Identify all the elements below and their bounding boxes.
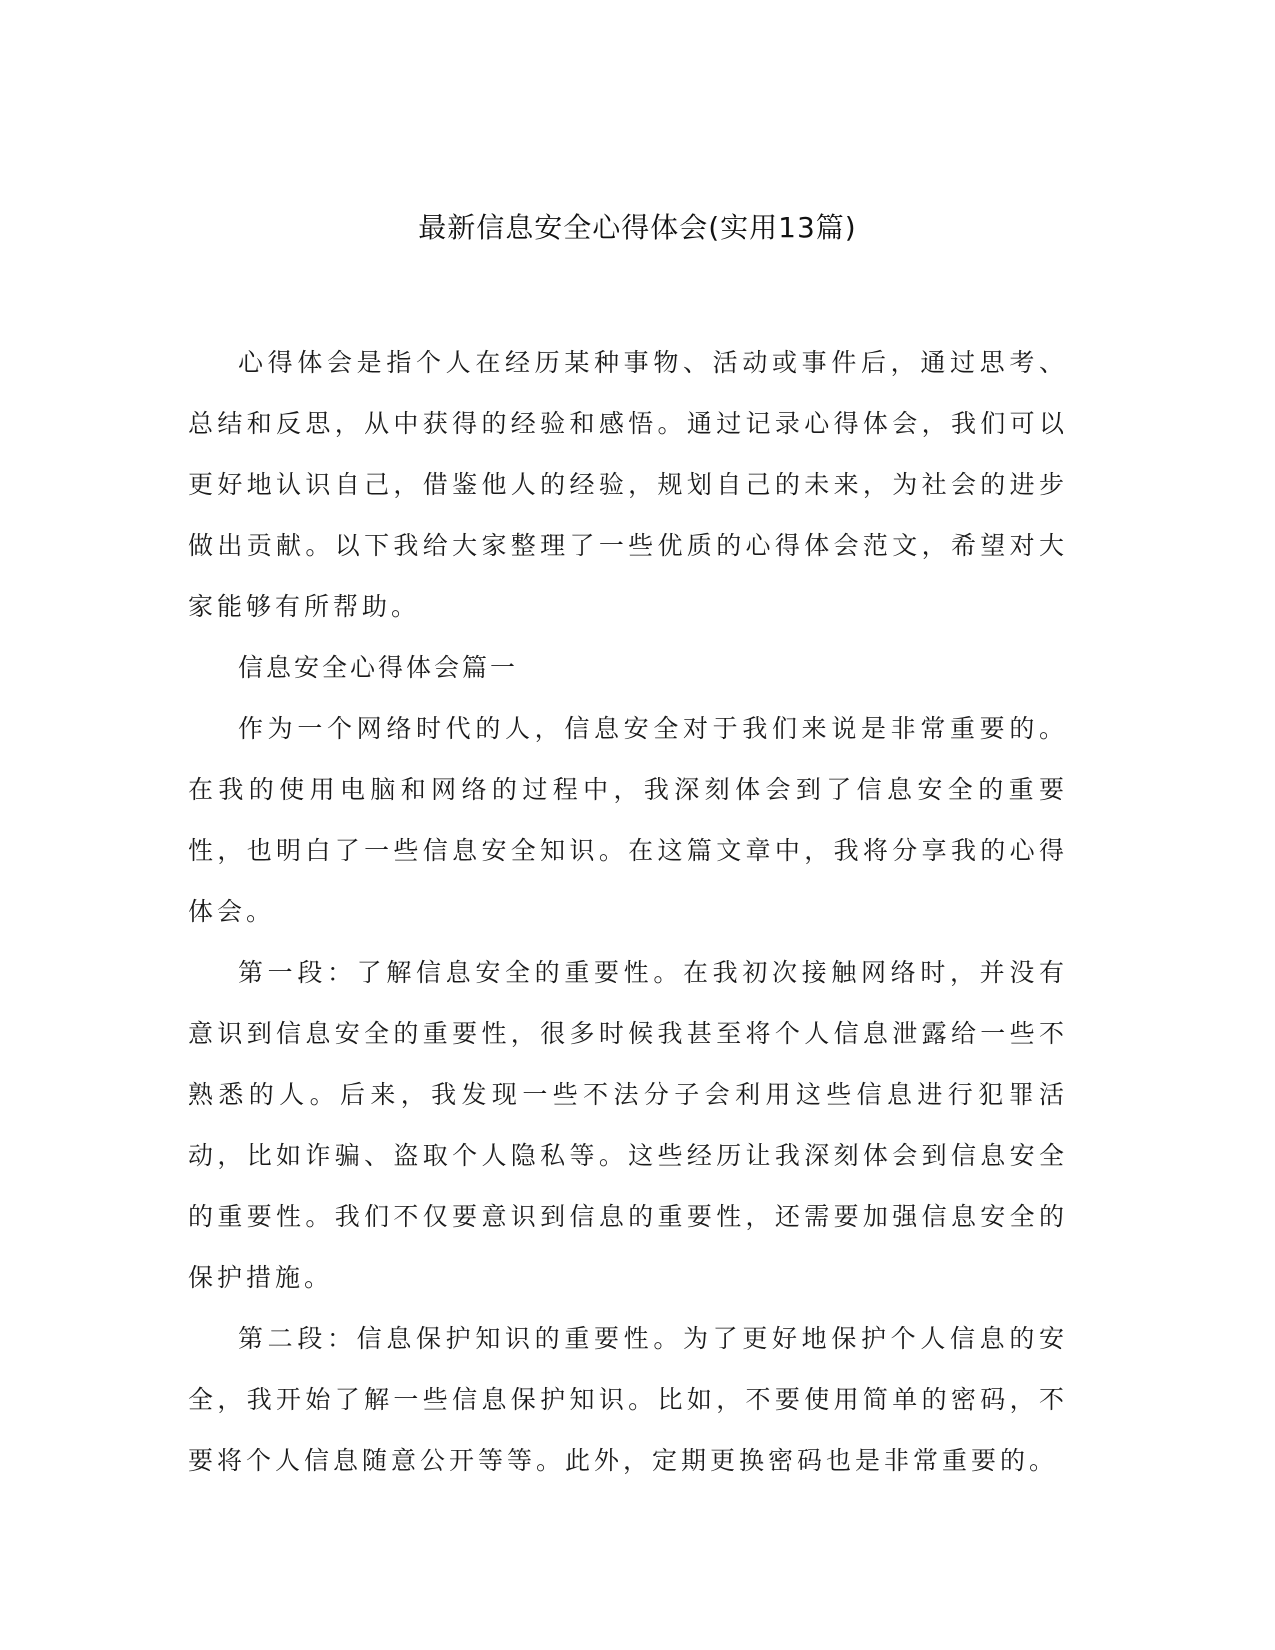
intro-paragraph: 心得体会是指个人在经历某种事物、活动或事件后，通过思考、总结和反思，从中获得的经验和感悟。通过记录心得体会，我们可以更好地认识自己，借鉴他人的经验，规划自己的未来，为社会的进步做出贡献。以下我给大家整理了一些优质的心得体会范文，希望对大家能够有所帮助。 [188, 348, 1068, 621]
document-body [188, 332, 1068, 1491]
section-heading: 信息安全心得体会篇一 [238, 653, 519, 682]
body-paragraph: 第一段：了解信息安全的重要性。在我初次接触网络时，并没有意识到信息安全的重要性，很多时候我甚至将个人信息泄露给一些不熟悉的人。后来，我发现一些不法分子会利用这些信息进行犯罪活动，比如诈骗、盗取个人隐私等。这些经历让我深刻体会到信息安全的重要性。我们不仅要意识到信息的重要性，还需要加强信息安全的保护措施。 [188, 958, 1068, 1292]
body-paragraph: 第二段：信息保护知识的重要性。为了更好地保护个人信息的安全，我开始了解一些信息保护知识。比如，不要使用简单的密码，不要将个人信息随意公开等等。此外，定期更换密码也是非常重要的。 [188, 1324, 1068, 1475]
body-paragraph: 作为一个网络时代的人，信息安全对于我们来说是非常重要的。在我的使用电脑和网络的过程中，我深刻体会到了信息安全的重要性，也明白了一些信息安全知识。在这篇文章中，我将分享我的心得体会。 [188, 714, 1068, 926]
document-title: 最新信息安全心得体会(实用13篇) [418, 211, 857, 244]
